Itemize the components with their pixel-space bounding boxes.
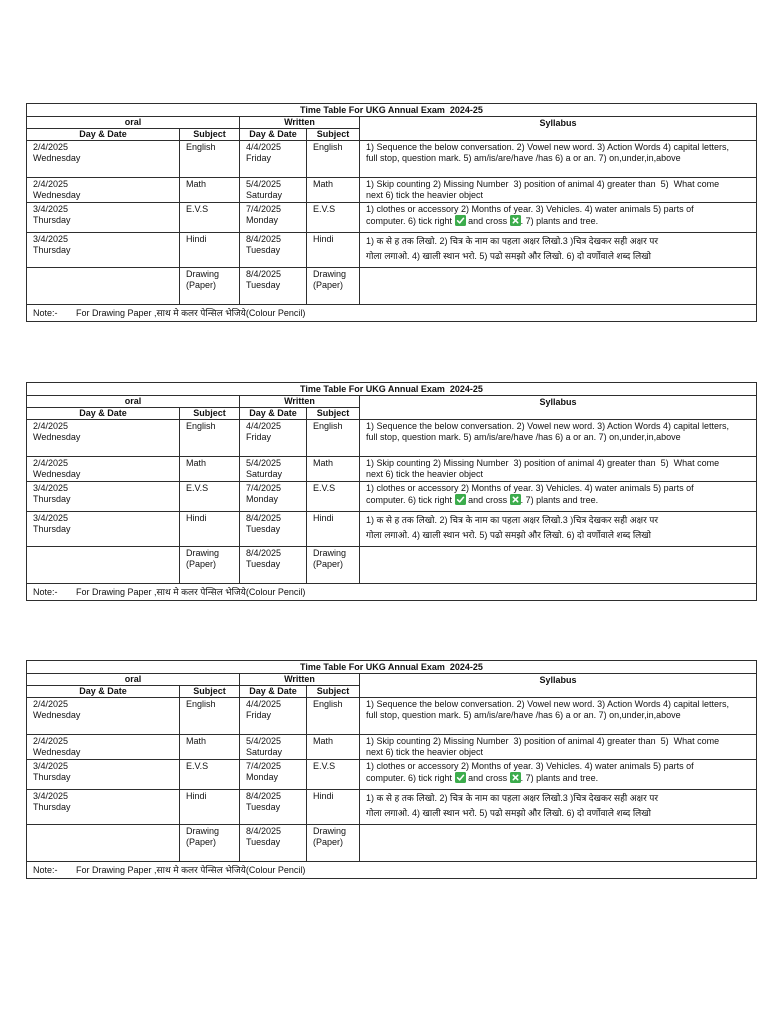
oral-header (27, 117, 240, 129)
written-day: Tuesday (246, 837, 281, 847)
oral-day: Wednesday (33, 432, 81, 442)
syllabus-line: full stop, question mark. 5) am/is/are/have /has 6) a or an. 7) on,under,in,above (366, 710, 681, 720)
oral-subject: E.V.S (186, 761, 209, 771)
oral-date-cell (27, 141, 180, 178)
written-subject-header-label: Subject (316, 129, 350, 139)
header-row-groups (27, 117, 757, 129)
syllabus-line: 1) क से ह तक लिखो. 2) चित्र के नाम का पहला अक्षर लिखो.3 )चित्र देखकर सही अक्षर पर (366, 793, 659, 803)
oral-day: Thursday (33, 772, 71, 782)
oral-date: 3/4/2025 (33, 483, 69, 493)
written-subject-cell (307, 512, 360, 547)
written-date: 4/4/2025 (246, 421, 282, 431)
oral-header-label: oral (124, 396, 142, 406)
written-date-cell (240, 141, 307, 178)
syllabus-line: गोला लगाओ. 4) खाली स्थान भरो. 5) पढो समझो और लिखो. 6) दो वर्णोवाले शब्द लिखो (366, 530, 651, 540)
written-date-cell (240, 178, 307, 203)
written-header (240, 396, 360, 408)
oral-day: Wednesday (33, 469, 81, 479)
written-date-cell (240, 268, 307, 305)
written-date: 7/4/2025 (246, 204, 282, 214)
title-cell (27, 104, 757, 117)
syllabus-line: 1) clothes or accessory 2) Months of year. 3) Vehicles. 4) water animals 5) parts of (366, 761, 694, 771)
oral-date-cell (27, 233, 180, 268)
oral-subject: English (186, 421, 216, 431)
written-date: 5/4/2025 (246, 458, 282, 468)
written-date: 8/4/2025 (246, 548, 282, 558)
exam-row-drawing (27, 547, 757, 584)
oral-subject: English (186, 142, 216, 152)
oral-date-header-label: Day & Date (79, 408, 127, 418)
title-row (27, 661, 757, 674)
check-icon (455, 215, 466, 226)
oral-subject-header (180, 408, 240, 420)
oral-header (27, 674, 240, 686)
written-day: Tuesday (246, 559, 281, 569)
written-date: 8/4/2025 (246, 826, 282, 836)
note-row (27, 305, 757, 322)
oral-subject-header-label: Subject (193, 129, 226, 139)
written-subject-cell (307, 203, 360, 233)
written-day: Friday (246, 432, 272, 442)
timetable-title: Time Table For UKG Annual Exam 2024-25 (300, 383, 483, 394)
exam-row-evs (27, 760, 757, 790)
written-date-header-label: Day & Date (249, 686, 297, 696)
written-subject: Drawing (313, 826, 347, 836)
written-subject-header (307, 408, 360, 420)
written-day: Friday (246, 153, 272, 163)
oral-date-cell (27, 790, 180, 825)
written-date-cell (240, 790, 307, 825)
note-cell (27, 862, 757, 879)
exam-row-math (27, 457, 757, 482)
written-header-label: Written (284, 674, 315, 684)
oral-subject-detail: (Paper) (186, 280, 217, 290)
written-subject: English (313, 421, 343, 431)
exam-row-hindi (27, 233, 757, 268)
written-subject: Hindi (313, 513, 334, 523)
syllabus-header-label: Syllabus (539, 118, 577, 128)
oral-date-cell (27, 268, 180, 305)
exam-row-hindi (27, 512, 757, 547)
oral-day: Thursday (33, 494, 71, 504)
syllabus-cell (360, 547, 757, 584)
oral-date-cell (27, 735, 180, 760)
exam-row-math (27, 735, 757, 760)
written-date-cell (240, 760, 307, 790)
syllabus-segment: and cross (468, 216, 508, 226)
written-date-cell (240, 233, 307, 268)
oral-date-cell (27, 512, 180, 547)
syllabus-header (360, 396, 757, 420)
oral-subject-cell (180, 268, 240, 305)
written-date-cell (240, 547, 307, 584)
written-day: Saturday (246, 469, 283, 479)
syllabus-header (360, 117, 757, 141)
syllabus-segment: computer. 6) tick right (366, 773, 453, 783)
oral-date-cell (27, 698, 180, 735)
syllabus-header-label: Syllabus (539, 397, 577, 407)
written-subject-cell (307, 141, 360, 178)
syllabus-cell (360, 178, 757, 203)
written-date: 8/4/2025 (246, 791, 282, 801)
syllabus-cell (360, 698, 757, 735)
syllabus-cell (360, 268, 757, 305)
syllabus-line: 1) clothes or accessory 2) Months of year. 3) Vehicles. 4) water animals 5) parts of (366, 483, 694, 493)
exam-row-english (27, 420, 757, 457)
oral-date-header (27, 686, 180, 698)
syllabus-line: 1) Sequence the below conversation. 2) Vowel new word. 3) Action Words 4) capital letters, (366, 142, 730, 152)
oral-subject-cell (180, 457, 240, 482)
cross-icon (510, 772, 521, 783)
syllabus-cell (360, 203, 757, 233)
written-day: Saturday (246, 190, 283, 200)
oral-subject-cell (180, 698, 240, 735)
written-subject-cell (307, 760, 360, 790)
written-date: 8/4/2025 (246, 269, 282, 279)
oral-subject: Drawing (186, 826, 220, 836)
oral-date-cell (27, 203, 180, 233)
exam-row-hindi (27, 790, 757, 825)
oral-subject: Hindi (186, 513, 207, 523)
oral-subject-cell (180, 825, 240, 862)
syllabus-line: गोला लगाओ. 4) खाली स्थान भरो. 5) पढो समझो और लिखो. 6) दो वर्णोवाले शब्द लिखो (366, 251, 651, 261)
oral-subject-cell (180, 760, 240, 790)
oral-subject: Math (186, 736, 207, 746)
syllabus-segment: . 7) plants and tree. (520, 216, 599, 226)
written-date-cell (240, 735, 307, 760)
oral-date: 2/4/2025 (33, 458, 69, 468)
written-subject-cell (307, 735, 360, 760)
syllabus-line: full stop, question mark. 5) am/is/are/have /has 6) a or an. 7) on,under,in,above (366, 432, 681, 442)
written-subject: Hindi (313, 791, 334, 801)
written-subject-cell (307, 178, 360, 203)
syllabus-segment: computer. 6) tick right (366, 495, 453, 505)
timetable-3 (26, 660, 757, 879)
written-subject: English (313, 142, 343, 152)
written-date-cell (240, 482, 307, 512)
written-subject-header-label: Subject (316, 408, 350, 418)
oral-date-cell (27, 457, 180, 482)
written-date-header (240, 686, 307, 698)
syllabus-line: 1) क से ह तक लिखो. 2) चित्र के नाम का पहला अक्षर लिखो.3 )चित्र देखकर सही अक्षर पर (366, 236, 659, 246)
oral-subject-header-label: Subject (193, 408, 226, 418)
timetable-1 (26, 103, 757, 322)
note-row (27, 862, 757, 879)
note-cell (27, 305, 757, 322)
oral-subject-cell (180, 735, 240, 760)
oral-date: 3/4/2025 (33, 204, 69, 214)
written-date-header-label: Day & Date (249, 408, 297, 418)
oral-day: Wednesday (33, 190, 81, 200)
written-day: Tuesday (246, 524, 281, 534)
syllabus-segment: and cross (468, 773, 508, 783)
written-subject: Math (313, 736, 334, 746)
note-text: For Drawing Paper ,साथ मे कलर पेन्सिल भेजिये(Colour Pencil) (76, 864, 306, 875)
written-subject-cell (307, 790, 360, 825)
written-subject-cell (307, 825, 360, 862)
syllabus-line: next 6) tick the heavier object (366, 747, 484, 757)
header-row-groups (27, 674, 757, 686)
written-date-header (240, 408, 307, 420)
written-subject-cell (307, 482, 360, 512)
syllabus-line: 1) Skip counting 2) Missing Number 3) position of animal 4) greater than 5) What come (366, 179, 720, 189)
syllabus-line: 1) Sequence the below conversation. 2) Vowel new word. 3) Action Words 4) capital letters, (366, 421, 730, 431)
written-day: Friday (246, 710, 272, 720)
oral-date-header (27, 408, 180, 420)
oral-day: Thursday (33, 215, 71, 225)
oral-day: Wednesday (33, 710, 81, 720)
written-date-cell (240, 203, 307, 233)
note-label: Note:- (33, 586, 58, 597)
note-cell (27, 584, 757, 601)
oral-date: 3/4/2025 (33, 234, 69, 244)
syllabus-segment: computer. 6) tick right (366, 216, 453, 226)
header-row-groups (27, 396, 757, 408)
syllabus-line (366, 772, 756, 784)
written-date: 7/4/2025 (246, 483, 282, 493)
oral-subject: Hindi (186, 234, 207, 244)
written-subject-header (307, 129, 360, 141)
oral-day: Thursday (33, 524, 71, 534)
syllabus-cell (360, 420, 757, 457)
written-header (240, 674, 360, 686)
exam-row-english (27, 141, 757, 178)
check-icon (455, 772, 466, 783)
oral-subject: Math (186, 458, 207, 468)
syllabus-cell (360, 825, 757, 862)
written-subject-cell (307, 698, 360, 735)
syllabus-cell (360, 141, 757, 178)
written-day: Monday (246, 494, 279, 504)
syllabus-segment: . 7) plants and tree. (520, 773, 599, 783)
written-day: Monday (246, 772, 279, 782)
oral-subject: Drawing (186, 548, 220, 558)
exam-row-drawing (27, 268, 757, 305)
oral-subject-cell (180, 203, 240, 233)
oral-date: 2/4/2025 (33, 179, 69, 189)
note-text: For Drawing Paper ,साथ मे कलर पेन्सिल भेजिये(Colour Pencil) (76, 586, 306, 597)
written-subject-detail: (Paper) (313, 837, 344, 847)
written-date: 8/4/2025 (246, 234, 282, 244)
written-day: Monday (246, 215, 279, 225)
oral-subject: E.V.S (186, 483, 209, 493)
oral-day: Thursday (33, 245, 71, 255)
syllabus-header-label: Syllabus (539, 675, 577, 685)
written-date-header (240, 129, 307, 141)
syllabus-line: next 6) tick the heavier object (366, 190, 484, 200)
title-row (27, 104, 757, 117)
written-day: Saturday (246, 747, 283, 757)
written-date: 7/4/2025 (246, 761, 282, 771)
written-date-cell (240, 420, 307, 457)
syllabus-cell (360, 760, 757, 790)
syllabus-line: next 6) tick the heavier object (366, 469, 484, 479)
timetable-2 (26, 382, 757, 601)
written-subject-cell (307, 233, 360, 268)
written-header-label: Written (284, 117, 315, 127)
oral-day: Thursday (33, 802, 71, 812)
written-subject: Math (313, 179, 334, 189)
written-day: Tuesday (246, 280, 281, 290)
oral-subject-cell (180, 178, 240, 203)
syllabus-line: 1) Skip counting 2) Missing Number 3) position of animal 4) greater than 5) What come (366, 736, 720, 746)
written-day: Tuesday (246, 245, 281, 255)
syllabus-line (366, 494, 756, 506)
written-subject: E.V.S (313, 204, 336, 214)
written-subject-cell (307, 420, 360, 457)
note-text: For Drawing Paper ,साथ मे कलर पेन्सिल भेजिये(Colour Pencil) (76, 307, 306, 318)
oral-day: Wednesday (33, 747, 81, 757)
exam-row-evs (27, 482, 757, 512)
oral-subject-cell (180, 482, 240, 512)
timetable-title: Time Table For UKG Annual Exam 2024-25 (300, 104, 483, 115)
written-date: 8/4/2025 (246, 513, 282, 523)
syllabus-cell (360, 457, 757, 482)
written-date: 4/4/2025 (246, 142, 282, 152)
oral-date: 2/4/2025 (33, 142, 69, 152)
syllabus-segment: . 7) plants and tree. (520, 495, 599, 505)
oral-date-cell (27, 178, 180, 203)
exam-row-math (27, 178, 757, 203)
oral-date-header (27, 129, 180, 141)
syllabus-line: 1) Sequence the below conversation. 2) Vowel new word. 3) Action Words 4) capital letters, (366, 699, 730, 709)
syllabus-cell (360, 482, 757, 512)
oral-subject-cell (180, 420, 240, 457)
oral-subject-header (180, 129, 240, 141)
written-subject-detail: (Paper) (313, 280, 344, 290)
oral-header-label: oral (124, 674, 142, 684)
written-date-cell (240, 825, 307, 862)
exam-row-english (27, 698, 757, 735)
oral-date: 2/4/2025 (33, 699, 69, 709)
written-subject-header (307, 686, 360, 698)
cross-icon (510, 494, 521, 505)
written-date: 4/4/2025 (246, 699, 282, 709)
oral-subject-cell (180, 512, 240, 547)
oral-date: 3/4/2025 (33, 513, 69, 523)
written-subject-header-label: Subject (316, 686, 350, 696)
syllabus-line: 1) Skip counting 2) Missing Number 3) position of animal 4) greater than 5) What come (366, 458, 720, 468)
note-row (27, 584, 757, 601)
oral-subject: English (186, 699, 216, 709)
oral-date-cell (27, 760, 180, 790)
syllabus-line: गोला लगाओ. 4) खाली स्थान भरो. 5) पढो समझो और लिखो. 6) दो वर्णोवाले शब्द लिखो (366, 808, 651, 818)
written-subject-cell (307, 457, 360, 482)
syllabus-segment: and cross (468, 495, 508, 505)
oral-date: 3/4/2025 (33, 761, 69, 771)
exam-row-drawing (27, 825, 757, 862)
written-header (240, 117, 360, 129)
oral-subject: Drawing (186, 269, 220, 279)
syllabus-cell (360, 233, 757, 268)
oral-header (27, 396, 240, 408)
syllabus-line: 1) क से ह तक लिखो. 2) चित्र के नाम का पहला अक्षर लिखो.3 )चित्र देखकर सही अक्षर पर (366, 515, 659, 525)
note-label: Note:- (33, 864, 58, 875)
written-subject: Drawing (313, 548, 347, 558)
cross-icon (510, 215, 521, 226)
written-date: 5/4/2025 (246, 736, 282, 746)
written-date-cell (240, 512, 307, 547)
oral-date-cell (27, 825, 180, 862)
written-date-header-label: Day & Date (249, 129, 297, 139)
written-subject: E.V.S (313, 761, 336, 771)
written-date: 5/4/2025 (246, 179, 282, 189)
oral-date: 2/4/2025 (33, 736, 69, 746)
written-day: Tuesday (246, 802, 281, 812)
syllabus-line (366, 215, 756, 227)
oral-day: Wednesday (33, 153, 81, 163)
oral-subject: E.V.S (186, 204, 209, 214)
oral-date-cell (27, 420, 180, 457)
oral-date-cell (27, 547, 180, 584)
title-cell (27, 661, 757, 674)
written-subject: E.V.S (313, 483, 336, 493)
written-subject: Hindi (313, 234, 334, 244)
written-subject: Drawing (313, 269, 347, 279)
oral-subject: Math (186, 179, 207, 189)
oral-subject-cell (180, 547, 240, 584)
exam-row-evs (27, 203, 757, 233)
title-cell (27, 383, 757, 396)
syllabus-cell (360, 512, 757, 547)
syllabus-cell (360, 790, 757, 825)
oral-subject-cell (180, 790, 240, 825)
syllabus-header (360, 674, 757, 698)
syllabus-cell (360, 735, 757, 760)
oral-subject-header-label: Subject (193, 686, 226, 696)
written-subject-cell (307, 268, 360, 305)
oral-date: 3/4/2025 (33, 791, 69, 801)
oral-date-header-label: Day & Date (79, 129, 127, 139)
oral-date: 2/4/2025 (33, 421, 69, 431)
check-icon (455, 494, 466, 505)
written-subject: Math (313, 458, 334, 468)
oral-date-cell (27, 482, 180, 512)
written-subject-cell (307, 547, 360, 584)
oral-subject-detail: (Paper) (186, 559, 217, 569)
written-subject: English (313, 699, 343, 709)
oral-subject-cell (180, 141, 240, 178)
timetable-title: Time Table For UKG Annual Exam 2024-25 (300, 661, 483, 672)
oral-header-label: oral (124, 117, 142, 127)
oral-date-header-label: Day & Date (79, 686, 127, 696)
written-subject-detail: (Paper) (313, 559, 344, 569)
written-date-cell (240, 457, 307, 482)
oral-subject: Hindi (186, 791, 207, 801)
oral-subject-header (180, 686, 240, 698)
syllabus-line: 1) clothes or accessory 2) Months of year. 3) Vehicles. 4) water animals 5) parts of (366, 204, 694, 214)
note-label: Note:- (33, 307, 58, 318)
syllabus-line: full stop, question mark. 5) am/is/are/have /has 6) a or an. 7) on,under,in,above (366, 153, 681, 163)
oral-subject-cell (180, 233, 240, 268)
written-header-label: Written (284, 396, 315, 406)
written-date-cell (240, 698, 307, 735)
oral-subject-detail: (Paper) (186, 837, 217, 847)
title-row (27, 383, 757, 396)
